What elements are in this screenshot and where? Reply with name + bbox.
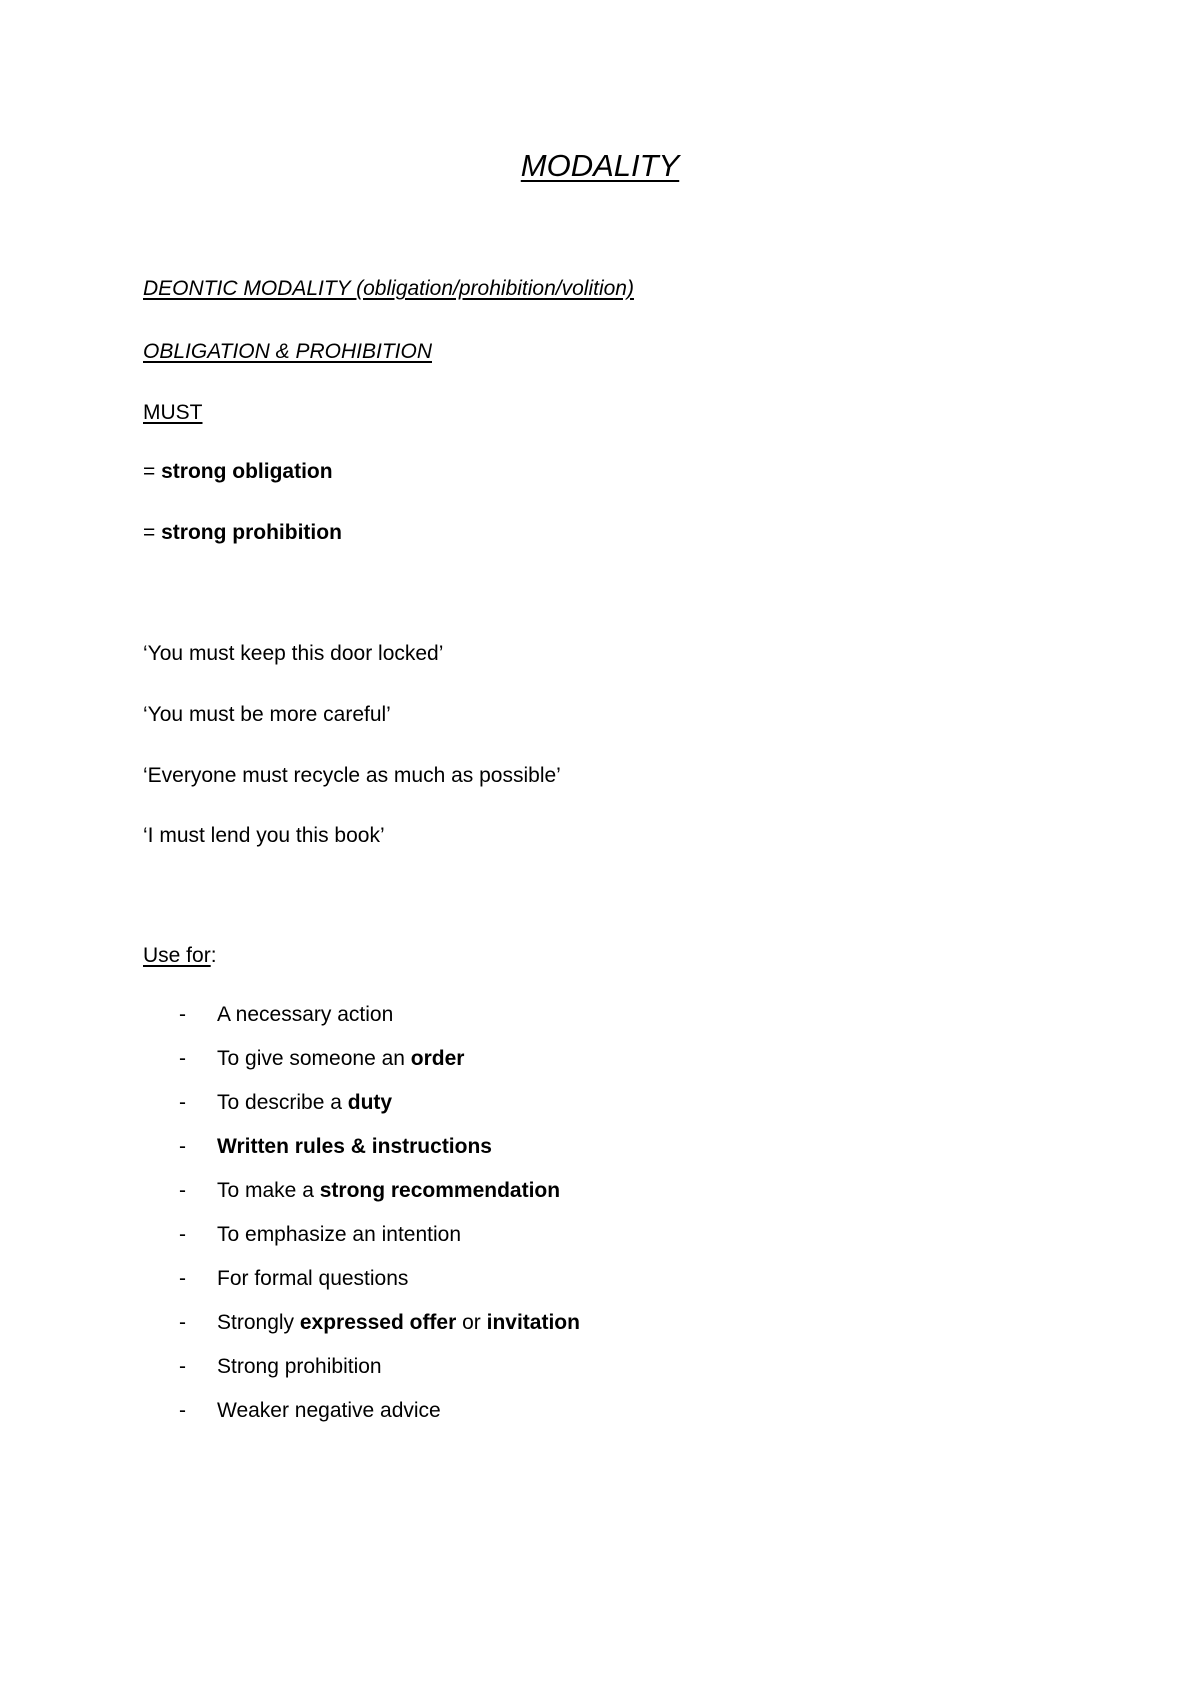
subsection-heading: OBLIGATION & PROHIBITION bbox=[143, 340, 432, 363]
plain-text: Weaker negative advice bbox=[217, 1399, 441, 1422]
bullet-dash: - bbox=[179, 1047, 186, 1070]
list-item bbox=[179, 1309, 580, 1337]
emphasized-text: Written rules & instructions bbox=[217, 1135, 492, 1158]
list-item-text bbox=[217, 1177, 560, 1205]
meaning-text: strong prohibition bbox=[161, 521, 342, 544]
list-item-text bbox=[217, 1045, 464, 1073]
use-for-label: Use for bbox=[143, 944, 211, 967]
use-for-heading bbox=[143, 942, 217, 970]
bullet-dash: - bbox=[179, 1311, 186, 1334]
emphasized-text: expressed offer bbox=[299, 1311, 457, 1334]
list-item bbox=[179, 1133, 492, 1161]
list-item-text bbox=[217, 1133, 492, 1161]
list-item-text bbox=[217, 1353, 382, 1381]
list-item bbox=[179, 1397, 441, 1425]
emphasized-text: duty bbox=[347, 1091, 393, 1114]
example-sentence: ‘You must keep this door locked’ bbox=[143, 642, 444, 665]
list-item-text bbox=[217, 1265, 408, 1293]
list-item bbox=[179, 1177, 561, 1205]
example-sentence: ‘Everyone must recycle as much as possible’ bbox=[143, 764, 561, 787]
modal-heading: MUST bbox=[143, 401, 203, 424]
bullet-dash: - bbox=[179, 1399, 186, 1422]
list-item bbox=[179, 1045, 465, 1073]
plain-text: To emphasize an intention bbox=[217, 1223, 461, 1246]
meaning-line bbox=[143, 458, 333, 486]
page-title: MODALITY bbox=[520, 148, 680, 183]
meaning-line bbox=[143, 519, 342, 547]
plain-text: Strong prohibition bbox=[217, 1355, 382, 1378]
plain-text: To describe a bbox=[217, 1091, 348, 1114]
plain-text: To make a bbox=[217, 1179, 320, 1202]
bullet-dash: - bbox=[179, 1179, 186, 1202]
meaning-text: strong obligation bbox=[161, 460, 333, 483]
meaning-prefix: = bbox=[143, 521, 162, 544]
list-item-text bbox=[217, 1089, 392, 1117]
emphasized-text: invitation bbox=[486, 1311, 580, 1334]
list-item-text bbox=[217, 1309, 580, 1337]
bullet-dash: - bbox=[179, 1223, 186, 1246]
list-item bbox=[179, 1353, 382, 1381]
plain-text: For formal questions bbox=[217, 1267, 409, 1290]
example-sentence: ‘I must lend you this book’ bbox=[143, 824, 385, 847]
list-item bbox=[179, 1265, 409, 1293]
bullet-dash: - bbox=[179, 1091, 186, 1114]
plain-text: A necessary action bbox=[217, 1003, 394, 1026]
list-item-text bbox=[217, 1001, 393, 1029]
plain-text: To give someone an bbox=[217, 1047, 411, 1070]
list-item bbox=[179, 1221, 461, 1249]
section-heading: DEONTIC MODALITY (obligation/prohibition/volition) bbox=[143, 277, 634, 300]
list-item bbox=[179, 1001, 394, 1029]
bullet-dash: - bbox=[179, 1267, 186, 1290]
example-sentence: ‘You must be more careful’ bbox=[143, 703, 391, 726]
plain-text: Strongly bbox=[217, 1311, 300, 1334]
use-for-colon: : bbox=[210, 944, 217, 967]
emphasized-text: strong recommendation bbox=[319, 1179, 561, 1202]
plain-text: or bbox=[456, 1311, 487, 1334]
list-item bbox=[179, 1089, 393, 1117]
bullet-dash: - bbox=[179, 1135, 186, 1158]
bullet-dash: - bbox=[179, 1355, 186, 1378]
list-item-text bbox=[217, 1397, 441, 1425]
emphasized-text: order bbox=[410, 1047, 465, 1070]
meaning-prefix: = bbox=[143, 460, 162, 483]
bullet-dash: - bbox=[179, 1003, 186, 1026]
list-item-text bbox=[217, 1221, 461, 1249]
